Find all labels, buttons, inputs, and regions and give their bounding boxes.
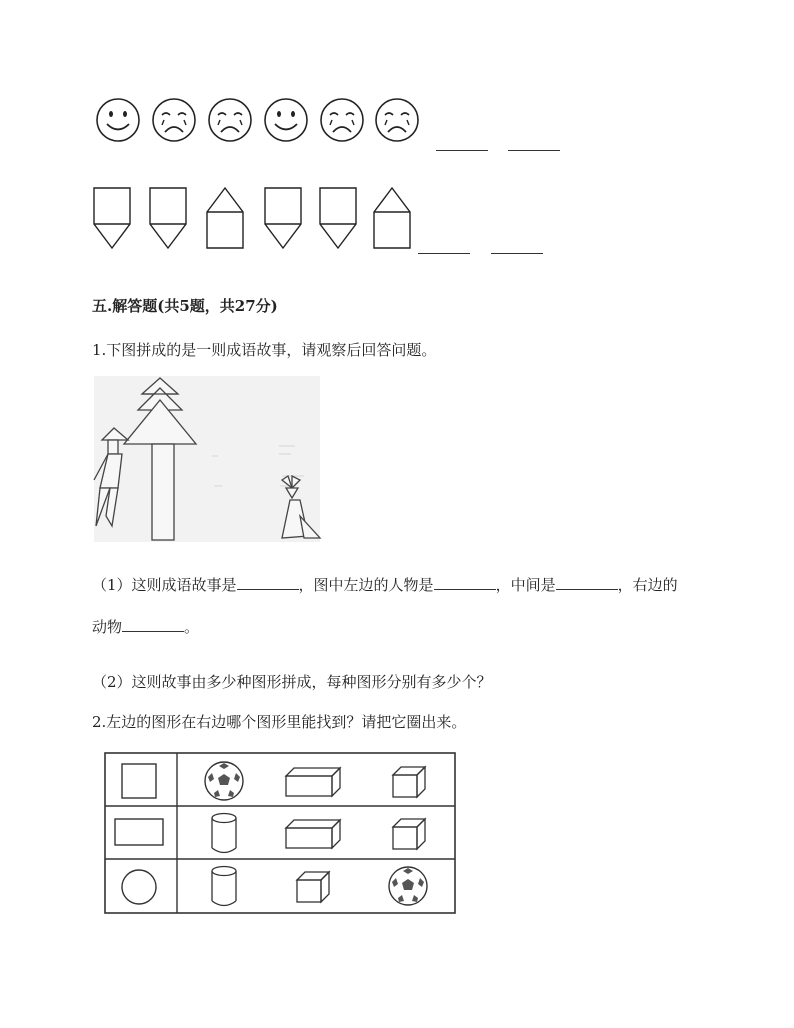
pentagon-down-icon	[148, 186, 188, 250]
question-1-prompt: 1.下图拼成的是一则成语故事，请观察后回答问题。	[92, 341, 437, 359]
house-shape-icon	[372, 186, 412, 250]
pentagon-down-icon	[92, 186, 132, 250]
question-1-part-2: （2）这则故事由多少种图形拼成，每种图形分别有多少个？	[92, 673, 492, 691]
part1-text: （1）这则成语故事是	[92, 576, 237, 594]
question-2-prompt: 2.左边的图形在右边哪个图形里能找到？请把它圈出来。	[92, 713, 467, 731]
question-1-part-1-line1	[92, 575, 678, 595]
crying-face-icon	[151, 97, 197, 143]
part1-text: ，中间是	[495, 576, 556, 594]
crying-face-icon	[374, 97, 420, 143]
cylinder-icon[interactable]	[210, 812, 238, 854]
answer-blank[interactable]	[436, 150, 488, 151]
answer-blank[interactable]	[434, 575, 496, 590]
rectangular-prism-icon[interactable]	[285, 767, 341, 797]
tangram-picture-image	[94, 376, 320, 542]
cube-icon[interactable]	[392, 766, 426, 798]
cube-icon[interactable]	[392, 818, 426, 850]
pentagon-down-icon	[318, 186, 358, 250]
answer-blank[interactable]	[122, 617, 184, 632]
question-1-part-1-line2	[92, 617, 199, 637]
rectangular-prism-icon[interactable]	[285, 819, 341, 849]
smiley-face-icon	[95, 97, 141, 143]
cylinder-icon[interactable]	[210, 865, 238, 907]
part1-text: 。	[184, 618, 200, 636]
answer-blank[interactable]	[418, 253, 470, 254]
answer-blank[interactable]	[237, 575, 299, 590]
answer-blank[interactable]	[508, 150, 560, 151]
cube-icon[interactable]	[296, 871, 330, 903]
crying-face-icon	[319, 97, 365, 143]
answer-blank[interactable]	[491, 253, 543, 254]
circle-icon	[120, 868, 158, 906]
soccer-ball-icon[interactable]	[203, 760, 245, 802]
house-shape-icon	[205, 186, 245, 250]
part1-text: 动物	[92, 618, 123, 636]
answer-blank[interactable]	[556, 575, 618, 590]
pentagon-down-icon	[263, 186, 303, 250]
part1-text: ，图中左边的人物是	[298, 576, 434, 594]
rectangle-icon	[114, 818, 164, 846]
smiley-face-icon	[263, 97, 309, 143]
square-icon	[121, 763, 157, 799]
section-title: 五.解答题(共5题，共27分)	[92, 297, 278, 315]
part1-text: ，右边的	[617, 576, 678, 594]
soccer-ball-icon[interactable]	[387, 865, 429, 907]
crying-face-icon	[207, 97, 253, 143]
